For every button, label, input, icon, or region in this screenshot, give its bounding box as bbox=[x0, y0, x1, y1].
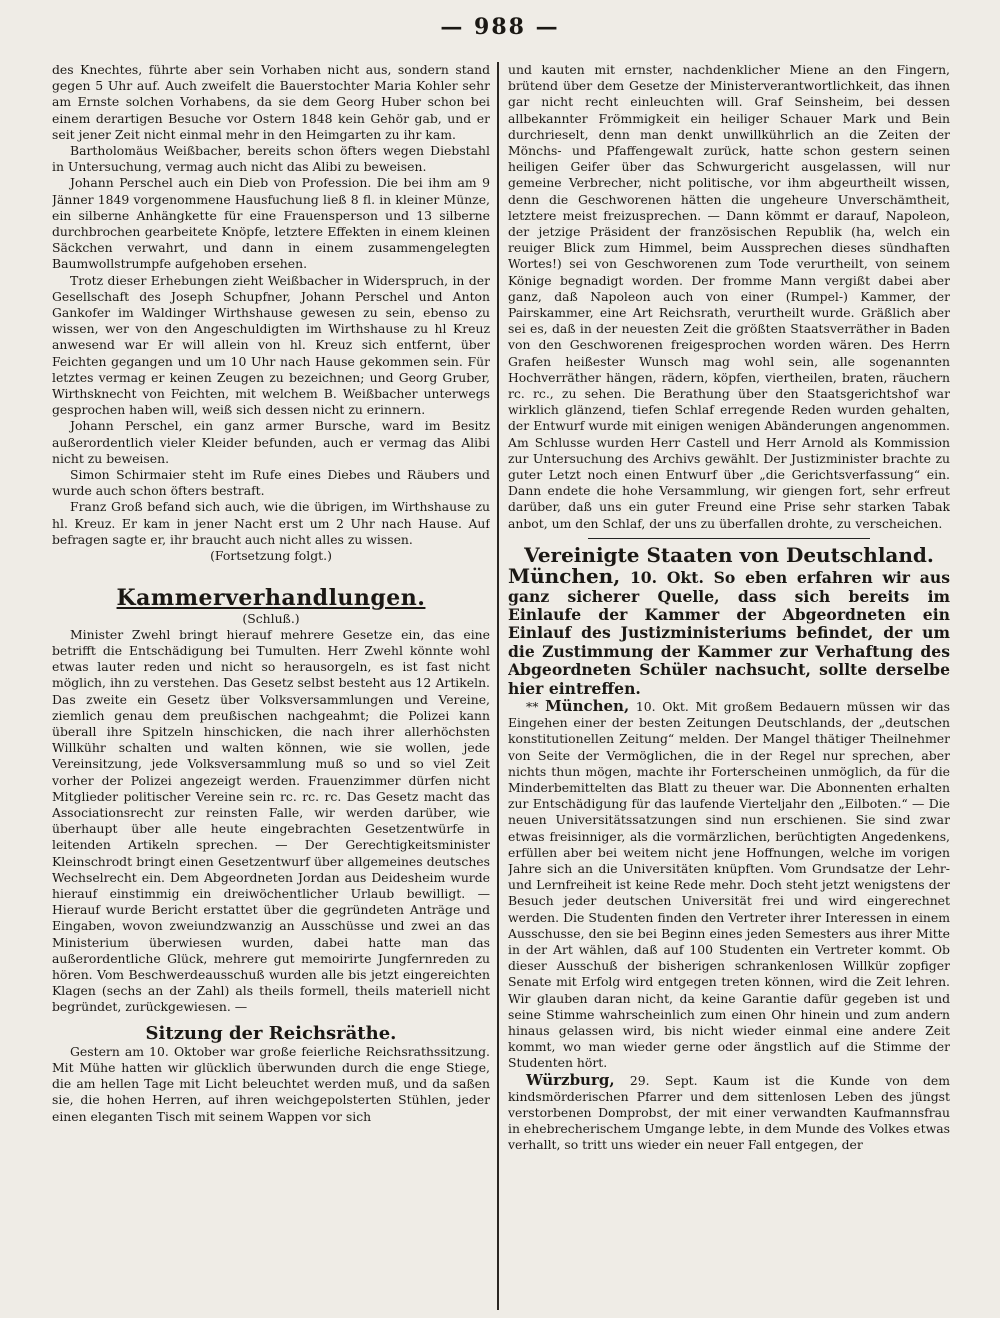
news-text: So eben erfahren wir aus ganz sicherer Quelle, dass sich bereits im Einlaufe der Kammer der Abgeordneten ein Einlauf des Justizministeriums befindet, der um die Zustimmung der Kammer zur Verhaftung des Abgeordneten Schüler nachsucht, sollte derselbe hier eintreffen. bbox=[508, 568, 950, 698]
article-paragraph: und kauten mit ernster, nachdenklicher Miene an den Fingern, brütend über dem Gesetze der Ministerverantwortlichkeit, das ihnen gar nicht recht einleuchten will. Graf Seinsheim, bei dessen allbekannter Frömmigkeit ein heiliger Schauer Mark und Bein durchrieselt, denn man denkt unwillkührlich an die Zeiten der Mönchs- und Pfaffengewalt zurück, hatte schon gestern seinen heiligen Geifer über das Schwurgericht ausgelassen, will nur gemeine Verbrecher, nicht politische, vor ihm abgeurtheilt wissen, denn die Geschworenen hätten die ungeheure Unverschämtheit, letztere meist freizusprechen. — Dann kömmt er darauf, Napoleon, der jetzige Präsident der französischen Republik (ha, welch ein reuiger Blick zum Himmel, beim Aussprechen dieses sündhaften Wortes!) sei von Geschworenen zum Tode verurtheilt, von seinem Könige begnadigt worden. Der fromme Mann vergißt dabei aber ganz, daß Napoleon auch von einer (Rumpel-) Kammer, der Pairskammer, eine Art Reichsrath, verurtheilt wurde. Gräßlich aber sei es, daß in der neuesten Zeit die größten Staatsverräther in Baden von den Geschworenen freigesprochen worden wären. Des Herrn Grafen heißester Wunsch mag wohl sein, alle sogenannten Hochverräther hängen, rädern, köpfen, viertheilen, braten, räuchern rc. rc., zu sehen. Die Berathung über den Staatsgerichtshof war wirklich glänzend, tiefen Schlaf erregende Reden wurden gehalten, der Entwurf wurde mit einigen wenigen Abänderungen angenommen. Am Schlusse wurden Herr Castell und Herr Arnold als Kommission zur Untersuchung des Archivs gewählt. Der Justizminister brachte zu guter Letzt noch einen Entwurf über „die Gerichtsverfassung“ ein. Dann endete die hohe Versammlung, wir giengen fort, sehr erfreut darüber, daß uns ein guter Freund eine Prise sehr starken Tabak anbot, um den Schlaf, der uns zu überfallen drohte, zu verscheichen. bbox=[508, 62, 950, 531]
right-column bbox=[508, 62, 950, 1310]
article-paragraph: Trotz dieser Erhebungen zieht Weißbacher in Widerspruch, in der Gesellschaft des Joseph Schupfner, Johann Perschel und Anton Gankofer im Waldinger Wirthshause gewesen zu sein, ebenso zu wissen, wer von den Angeschuldigten im Wirthshause zu hl Kreuz anwesend war Er will allein von hl. Kreuz sich entfernt, über Feichten gegangen und um 10 Uhr nach Hause gekommen sein. Für letztes vermag er keinen Zeugen zu bezeichnen; und Georg Gruber, Wirthsknecht von Feichten, mit welchem B. Weißbacher unterwegs gesprochen haben will, weiß sich dessen nicht zu erinnern. bbox=[52, 272, 490, 418]
news-date: 29. Sept. bbox=[629, 1072, 698, 1088]
section-title-vereinigte-staaten: Vereinigte Staaten von Deutschland. bbox=[524, 542, 934, 567]
news-date: 10. Okt. bbox=[629, 568, 704, 588]
news-text: Kaum ist die Kunde von dem kindsmörderischen Pfarrer und dem sittenlosen Leben des jüngst verstorbenen Domprobst, der mit einer verwandten Kaufmannsfrau in ehebrecherischem Umgange lebte, in dem Munde des Volkes etwas verhallt, so tritt uns wieder ein neuer Fall entgegen, der bbox=[508, 1072, 950, 1153]
news-item bbox=[508, 1072, 950, 1154]
article-paragraph: Bartholomäus Weißbacher, bereits schon öfters wegen Diebstahl in Untersuchung, vermag auch nicht das Alibi zu beweisen. bbox=[52, 143, 490, 175]
news-place: München, bbox=[508, 564, 621, 589]
article-paragraph: Simon Schirmaier steht im Rufe eines Diebes und Räubers und wurde auch schon öfters bestraft. bbox=[52, 467, 490, 499]
news-marker: ** bbox=[526, 698, 539, 714]
news-place: München, bbox=[545, 696, 630, 715]
news-text: Mit großem Bedauern müssen wir das Eingehen einer der besten Zeitungen Deutschlands, der „deutschen konstitutionellen Zeitung“ melden. Der Mangel thätiger Theilnehmer von Seite der Vermöglichen, die in der Regel nur sprechen, aber nichts thun mögen, machte ihr Forterscheinen unmöglich, da für die Minderbemittelten das Blatt zu theuer war. Die Abonnenten erhalten zur Entschädigung für das laufende Vierteljahr den „Eilboten.“ — Die neuen Universitätssatzungen sind nun erschienen. Sie sind zwar etwas freisinniger, als die vormärzlichen, berüchtigten Angedenkens, erfüllen aber bei weitem nicht jene Hoffnungen, welche im vorigen Jahre sich an die Universitäten knüpften. Vom Grundsatze der Lehr- und Lernfreiheit ist keine Rede mehr. Doch steht jetzt wenigstens der Besuch jeder deutschen Universität frei und wird eingerechnet werden. Die Studenten finden den Vertreter ihrer Interessen in einem Ausschusse, den sie bei Beginn eines jeden Semesters aus ihrer Mitte in der Art wählen, daß auf 100 Studenten ein Vertreter kommt. Ob dieser Ausschuß der bisherigen schrankenlosen Willkür zopfiger Senate mit Erfolg wird entgegen treten können, wird die Zeit lehren. Wir glauben daran nicht, da keine Garantie dafür gegeben ist und seine Stimme wahrscheinlich zum einen Ohr hinein und zum andern hinaus gelassen wird, bis nicht wieder einmal eine andere Zeit kommt, wo man wieder gerne oder ängstlich auf die Stimme der Studenten hört. bbox=[508, 698, 950, 1071]
breaking-news bbox=[508, 564, 950, 698]
news-date: 10. Okt. bbox=[635, 698, 689, 714]
left-column bbox=[52, 62, 490, 1310]
article-paragraph: Johann Perschel auch ein Dieb von Profession. Die bei ihm am 9 Jänner 1849 vorgenommene Hausfuchung ließ 8 fl. in kleiner Münze, ein silberne Anhängkette für eine Frauensperson und 13 silberne durchbrochen gearbeitete Knöpfe, letztere Effekten in einem kleinen Säckchen verwahrt, und dann in einem zusammengelegten Baumwollstrumpfe aufgehoben ersehen. bbox=[52, 175, 490, 272]
continuation-note: (Fortsetzung folgt.) bbox=[210, 548, 332, 564]
section-separator bbox=[588, 538, 870, 539]
section-title-kammerverhandlungen: Kammerverhandlungen. bbox=[116, 585, 426, 612]
article-paragraph: des Knechtes, führte aber sein Vorhaben nicht aus, sondern stand gegen 5 Uhr auf. Auch zweifelt die Bauerstochter Maria Kohler sehr am Ernste solchen Vorhabens, da sie dem Georg Huber schon bei einem derartigen Besuche vor Ostern 1848 kein Gehör gab, und er seit jener Zeit nicht einmal mehr in den Heimgarten zu ihr kam. bbox=[52, 62, 490, 142]
article-paragraph: Johann Perschel, ein ganz armer Bursche, ward im Besitz außerordentlich vieler Kleider befunden, auch er vermag das Alibi nicht zu beweisen. bbox=[52, 418, 490, 466]
news-item bbox=[508, 698, 950, 1072]
page-number: — 988 — bbox=[440, 14, 560, 40]
column-divider bbox=[497, 62, 499, 1310]
news-place: Würzburg, bbox=[526, 1070, 615, 1089]
article-paragraph: Franz Groß befand sich auch, wie die übrigen, im Wirthshause zu hl. Kreuz. Er kam in jener Nacht erst um 2 Uhr nach Hause. Auf befragen sagte er, ihr braucht auch nicht alles zu wissen. bbox=[52, 499, 490, 547]
section-title-reichsraethe: Sitzung der Reichsräthe. bbox=[145, 1022, 397, 1044]
section-subtitle: (Schluß.) bbox=[242, 610, 300, 626]
article-paragraph: Gestern am 10. Oktober war große feierliche Reichsrathssitzung. Mit Mühe hatten wir glücklich überwunden durch die enge Stiege, die am hellen Tage mit Licht beleuchtet werden muß, und da saßen sie, die hohen Herren, auf ihren weichgepolsterten Stühlen, jeder einen eleganten Tisch mit seinem Wappen vor sich bbox=[52, 1043, 490, 1124]
article-paragraph: Minister Zwehl bringt hierauf mehrere Gesetze ein, das eine betrifft die Entschädigung bei Tumulten. Herr Zwehl könnte wohl etwas lauter reden und nicht so herausorgeln, es ist fast nicht möglich, ihn zu verstehen. Das Gesetz selbst besteht aus 12 Artikeln. Das zweite ein Gesetz über Volksversammlungen und Vereine, ziemlich genau dem preußischen nachgeahmt; die Polizei kann überall ihre Spitzeln hinschicken, die nach ihrer allerhöchsten Willkühr schalten und walten können, wie sie wollen, jede Vereinsitzung, jede Volksversammlung muß so und so viel Zeit vorher der Polizei angezeigt werden. Frauenzimmer dürfen nicht Mitglieder politischer Vereine sein rc. rc. rc. Das Gesetz macht das Associationsrecht zur reinsten Falle, wir werden darüber, wie überhaupt über alle heute eingebrachten Gesetzentwürfe in leitenden Artikeln sprechen. — Der Gerechtigkeitsminister Kleinschrodt bringt einen Gesetzentwurf über allgemeines deutsches Wechselrecht ein. Dem Abgeordneten Jordan aus Deidesheim wurde hierauf einstimmig ein dreiwöchentlicher Urlaub bewilligt. — Hierauf wurde Bericht erstattet über die gegründeten Anträge und Eingaben, wovon zweiundzwanzig an Ausschüsse und zwei an das Ministerium überwiesen wurden, dabei hatte man das außerordentliche Glück, mehrere gut memoirirte Jungfernreden zu hören. Vom Beschwerdeausschuß wurden alle bis jetzt eingereichten Klagen (sechs an der Zahl) als theils formell, theils materiell nicht begründet, zurückgewiesen. — bbox=[52, 626, 490, 1015]
